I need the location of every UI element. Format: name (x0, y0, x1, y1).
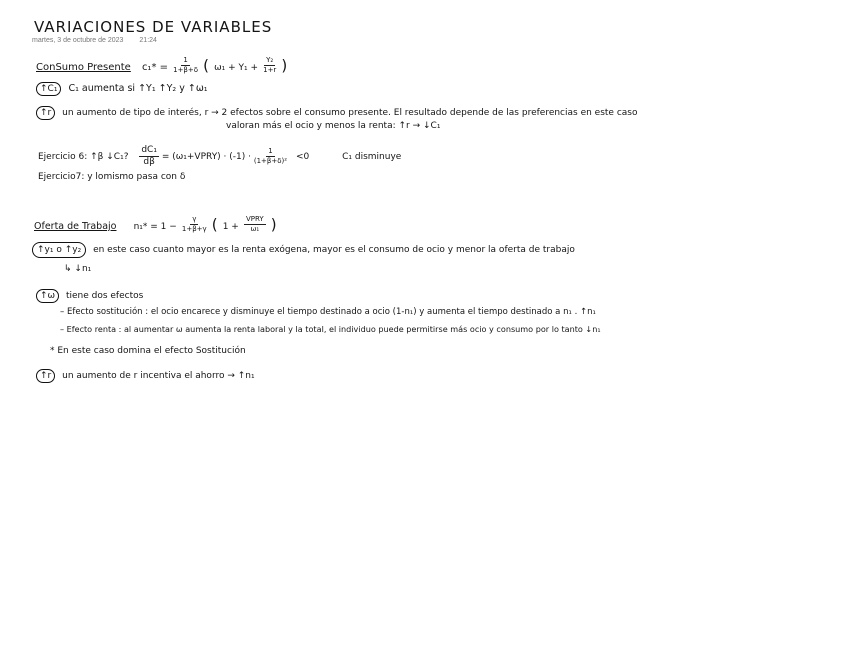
ejercicio-6-row (38, 145, 401, 168)
ejercicio-7: Ejercicio7: y lomismo pasa con δ (38, 172, 186, 182)
page-time: 21:24 (139, 37, 157, 44)
ejercicio-6-derivative (139, 145, 159, 168)
page-date: martes, 3 de octubre de 2023 (32, 37, 124, 44)
oferta-line-1 (32, 242, 575, 258)
oferta-frac2 (244, 215, 266, 234)
oferta-heading: Oferta de Trabajo (34, 221, 117, 232)
oferta-line-3-text: un aumento de r incentiva el ahorro → ↑n₁ (62, 371, 255, 381)
ejercicio-6-frac-den: (1+β+δ)² (253, 157, 288, 165)
consumo-coef-num: 1 (183, 56, 188, 64)
consumo-line-2-text: un aumento de tipo de interés, r → 2 efectos sobre el consumo presente. El resultado depende de las preferencias en este caso (62, 108, 638, 118)
oferta-lhs: n₁* = 1 − (133, 222, 177, 232)
oferta-formula-row (34, 214, 277, 234)
oferta-bullet-2: – Efecto renta : al aumentar ω aumenta la renta laboral y la total, el individuo puede permitirse más ocio y consumo por lo tanto ↓n₁ (60, 324, 601, 334)
ejercicio-6-deriv-num: dC₁ (141, 145, 157, 155)
oferta-line-1-text: en este caso cuanto mayor es la renta exógena, mayor es el consumo de ocio y menor la oferta de trabajo (93, 245, 575, 255)
oferta-line-2 (36, 289, 143, 303)
oferta-bullet-1: – Efecto sostitución : el ocio encarece y disminuye el tiempo destinado a ocio (1-n₁) y aumenta el tiempo destinado a n₁ . ↑n₁ (60, 307, 596, 317)
consumo-term1: ω₁ + Y₁ + (214, 63, 259, 73)
oferta-frac1-num: γ (192, 215, 197, 223)
consumo-term2-num: Y₂ (266, 56, 274, 64)
oferta-frac2-den: ω₁ (250, 225, 260, 233)
page-timestamp (32, 37, 157, 44)
ejercicio-6-mid: = (ω₁+VPRY) · (-1) · (161, 152, 251, 162)
oferta-badge-2: ↑ω (36, 289, 59, 303)
consumo-line-1 (36, 82, 208, 96)
oferta-frac1-den: 1+β+γ (181, 225, 207, 233)
oferta-one-plus: 1 + (222, 222, 239, 232)
oferta-line-3 (36, 369, 255, 383)
oferta-line-1-sub: ↳ ↓n₁ (64, 264, 92, 274)
oferta-frac2-num: VPRY (245, 215, 264, 223)
consumo-coef-den: 1+β+δ (173, 66, 199, 74)
oferta-badge-3: ↑r (36, 369, 55, 383)
consumo-badge-2: ↑r (36, 106, 55, 120)
consumo-line-2b: valoran más el ocio y menos la renta: ↑r → ↓C₁ (226, 121, 441, 131)
oferta-paren-open: ( (211, 215, 218, 234)
oferta-paren-close: ) (270, 215, 277, 234)
oferta-badge-1: ↑y₁ o ↑y₂ (32, 242, 86, 258)
consumo-line-1-text: C₁ aumenta si ↑Y₁ ↑Y₂ y ↑ω₁ (68, 83, 208, 94)
consumo-coef-fraction (173, 56, 198, 75)
oferta-frac1 (182, 215, 207, 234)
consumo-heading: ConSumo Presente (36, 62, 131, 73)
consumo-formula-row (36, 55, 287, 75)
consumo-term2-den: 1+r (263, 66, 277, 74)
ejercicio-6-end: <0 (295, 152, 310, 162)
consumo-lhs: c₁* = (141, 62, 169, 73)
oferta-note: * En este caso domina el efecto Sostitución (50, 346, 246, 356)
oferta-line-2-text: tiene dos efectos (65, 291, 144, 301)
ejercicio-6-deriv-den: dβ (143, 157, 155, 167)
consumo-line-2 (36, 106, 637, 120)
consumo-paren-close: ) (281, 56, 288, 75)
ejercicio-6-fraction (254, 147, 287, 166)
consumo-paren-open: ( (203, 56, 209, 75)
consumo-badge-1: ↑C₁ (36, 82, 61, 96)
ejercicio-6-conclusion: C₁ disminuye (342, 152, 402, 162)
ejercicio-6-prefix: Ejercicio 6: ↑β ↓C₁? (38, 152, 129, 162)
consumo-term2-fraction (263, 56, 276, 75)
page-title: VARIACIONES DE VARIABLES (34, 18, 273, 36)
ejercicio-6-frac-num: 1 (268, 147, 273, 155)
